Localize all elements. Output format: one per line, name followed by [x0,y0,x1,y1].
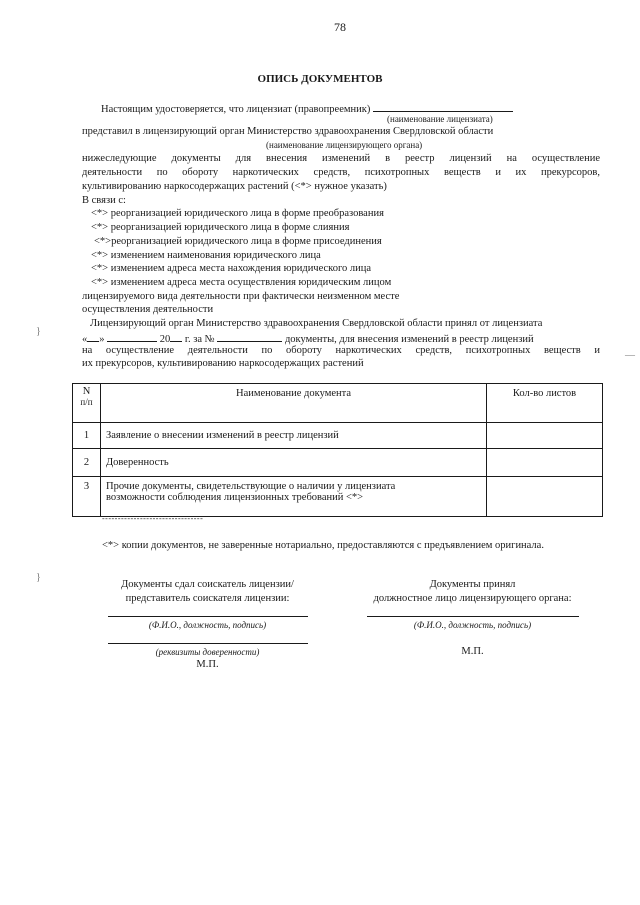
right-signature-rule[interactable] [367,616,579,617]
table-row [73,477,603,517]
reason-item: <*> изменением адреса места нахождения юридического лица [91,263,372,274]
page-number: 78 [334,20,346,34]
reason-item-continuation: осуществления деятельности [82,304,214,315]
left-power-of-attorney-rule[interactable] [108,643,308,644]
caption-organ: (наименование лицензирующего органа) [266,140,423,150]
year-blank[interactable] [170,331,182,342]
table-row [73,449,603,477]
header-sheet-count: Кол-во листов [487,384,603,423]
left-signature-rule[interactable] [108,616,308,617]
row-number: 3 [73,477,101,517]
left-margin-mark: } [36,572,41,583]
table-header-row [73,384,603,423]
left-margin-mark: } [36,326,41,337]
caption-licensee: (наименование лицензиата) [387,114,493,124]
reason-item-continuation: лицензируемого вида деятельности при фактически неизменном месте [82,291,400,302]
reason-item: <*>реорганизацией юридического лица в форме присоединения [94,236,382,247]
row-number: 1 [73,423,101,449]
intro-line-3: нижеследующие документы для внесения изменений в реестр лицензий на осуществление [82,153,600,164]
intro-line-2: представил в лицензирующий орган Министерство здравоохранения Свердловской области [82,126,494,137]
left-signature-line-2: представитель соискателя лицензии: [125,593,290,604]
intro-line-1: Настоящим удостоверяется, что лицензиат (правопреемник) [101,101,513,115]
row-sheet-count[interactable] [487,477,603,517]
intro-line-4: деятельности по обороту наркотических средств, психотропных веществ и их прекурсоров, [82,167,600,178]
reason-item: <*> реорганизацией юридического лица в форме преобразования [91,208,384,219]
right-signature-line-1: Документы принял [429,579,516,590]
reason-item: <*> реорганизацией юридического лица в форме слияния [91,222,350,233]
left-signature-line-1: Документы сдал соискатель лицензии/ [121,579,294,590]
row-sheet-count[interactable] [487,423,603,449]
reason-item: <*> изменением наименования юридического лица [91,250,321,261]
reason-item: <*> изменением адреса места осуществления юридическим лицом [91,277,392,288]
acceptance-line-2: « » 20 г. за № документы, для внесения изменений в реестр лицензий [82,331,534,345]
acceptance-line-4: их прекурсоров, культивированию наркосодержащих растений [82,358,364,369]
document-title: ОПИСЬ ДОКУМЕНТОВ [257,73,383,85]
registration-number-blank[interactable] [217,331,282,342]
right-signature-caption: (Ф.И.О., должность, подпись) [413,620,532,630]
documents-table [72,383,603,517]
header-document-name: Наименование документа [101,384,487,423]
row-document-name: Прочие документы, свидетельствующие о наличии у лицензиата возможности соблюдения лицензионных требований <*> [101,477,487,517]
acceptance-line-3: на осуществление деятельности по обороту наркотических средств, психотропных веществ и [82,345,600,356]
row-document-name: Заявление о внесении изменений в реестр лицензий [101,423,487,449]
footnote-separator: -------------------------------- [102,514,204,523]
intro-line-5: культивированию наркосодержащих растений (<*> нужное указать) [82,181,387,192]
right-margin-mark: — [625,350,635,361]
left-power-of-attorney-caption: (реквизиты доверенности) [155,647,260,657]
day-blank[interactable] [87,331,99,342]
month-blank[interactable] [107,331,157,342]
footnote-text: <*> копии документов, не заверенные нотариально, предоставляются с предъявлением оригинала. [102,540,544,551]
left-signature-caption: (Ф.И.О., должность, подпись) [148,620,267,630]
header-number: N п/п [73,384,101,423]
row-document-name: Доверенность [101,449,487,477]
table-row [73,423,603,449]
right-stamp-label: М.П. [461,646,484,657]
row-sheet-count[interactable] [487,449,603,477]
left-stamp-label: М.П. [196,659,219,670]
row-number: 2 [73,449,101,477]
right-signature-line-2: должностное лицо лицензирующего органа: [373,593,572,604]
intro-line-6: В связи с: [82,195,126,206]
acceptance-line-1: Лицензирующий орган Министерство здравоохранения Свердловской области принял от лицензиата [90,318,543,329]
licensee-name-blank[interactable] [373,101,513,112]
